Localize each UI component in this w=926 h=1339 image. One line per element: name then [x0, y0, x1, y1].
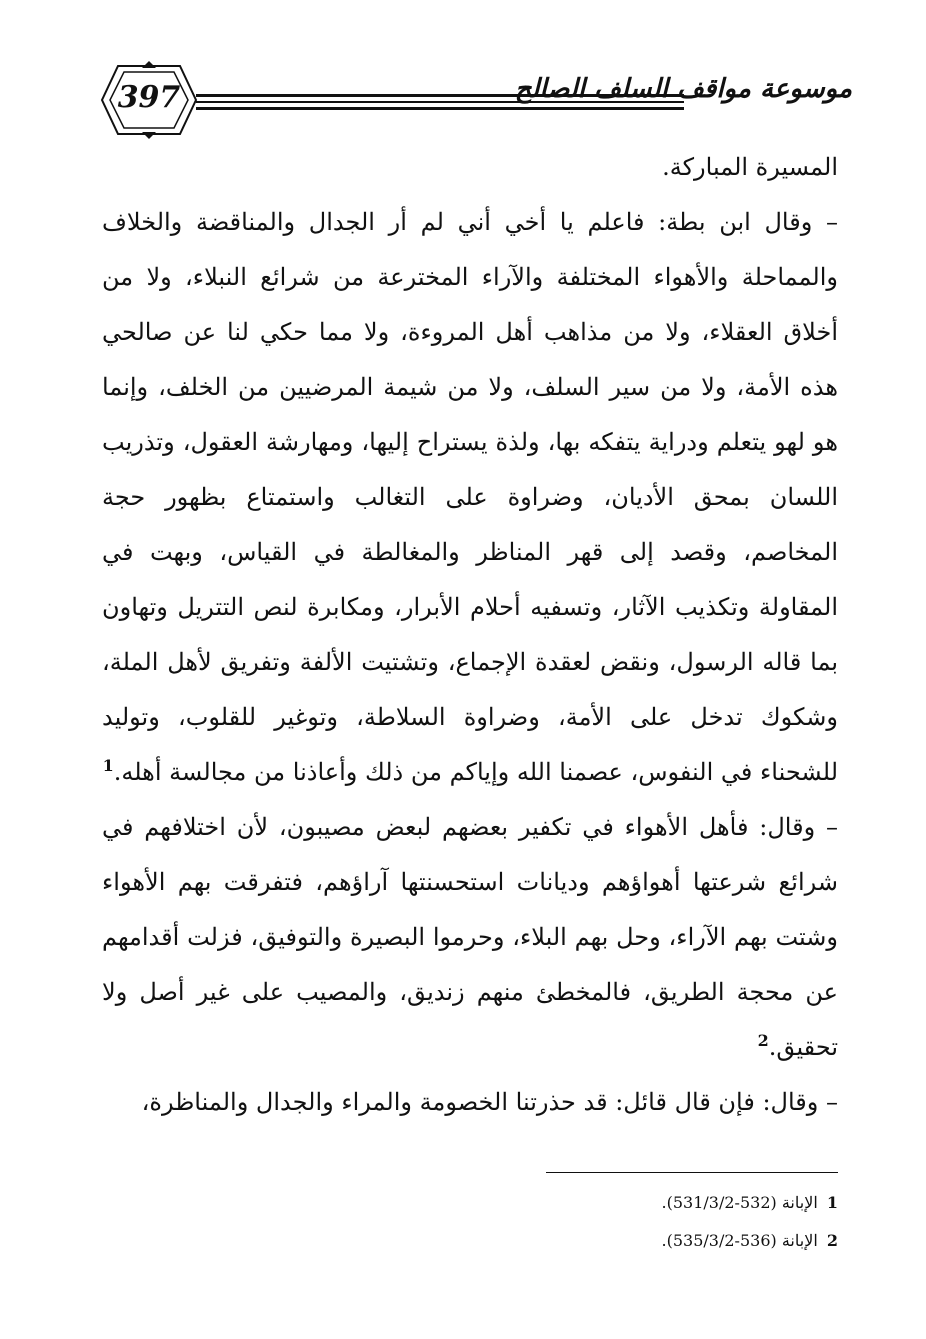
paragraph-text: المسيرة المباركة.	[662, 153, 838, 181]
footnote	[500, 1184, 838, 1222]
footnote-divider	[546, 1172, 838, 1173]
main-text	[102, 140, 838, 1130]
footnote-reference[interactable]: 1	[102, 756, 114, 775]
paragraph	[102, 195, 838, 800]
paragraph	[102, 800, 838, 1075]
footnote	[500, 1222, 838, 1260]
footnote-text: الإبانة (532-531/3/2).	[661, 1193, 818, 1212]
footnote-text: الإبانة (536-535/3/2).	[661, 1231, 818, 1250]
paragraph	[102, 140, 838, 195]
header-rule	[196, 107, 684, 110]
footnote-reference[interactable]: 2	[757, 1031, 769, 1050]
page-number-badge	[96, 60, 202, 140]
page-number: 397	[117, 80, 181, 115]
footnotes	[500, 1184, 838, 1260]
paragraph-text: – وقال: فأهل الأهواء في تكفير بعضهم لبعض مصيبون، لأن اختلافهم في شرائع شرعتها أهواؤهم وديانات استحسنتها آراؤهم، فتفرقت بهم الأهواء وشتت بهم الآراء، وحل بهم البلاء، وحرموا البصيرة والتوفيق، فزلت أقدامهم عن محجة الطريق، فالمخطئ منهم زنديق، والمصيب على غير أصل ولا تحقيق.	[102, 813, 838, 1061]
paragraph-text: – وقال ابن بطة: فاعلم يا أخي أني لم أر الجدال والمناقضة والخلاف والمماحلة والأهواء المختلفة والآراء المخترعة من شرائع النبلاء، ولا من أخلاق العقلاء، ولا من مذاهب أهل المروءة، ولا مما حكي لنا عن صالحي هذه الأمة، ولا من سير السلف، ولا من شيمة المرضيين من الخلف، وإنما هو لهو يتعلم ودراية يتفكه بها، ولذة يستراح إليها، ومهارشة العقول، وتذريب اللسان بمحق الأديان، وضراوة على التغالب واستمتاع بظهور حجة المخاصم، وقصد إلى قهر المناظر والمغالطة في القياس، وبهت في المقاولة وتكذيب الآثار، وتسفيه أحلام الأبرار، ومكابرة لنص التتريل وتهاون بما قاله الرسول، ونقض لعقدة الإجماع، وتشتيت الألفة وتفريق لأهل الملة، وشكوك تدخل على الأمة، وضراوة السلاطة، وتوغير للقلوب، وتوليد للشحناء في النفوس، عصمنا الله وإياكم من ذلك وأعاذنا من مجالسة أهله.	[102, 208, 838, 786]
paragraph	[102, 1075, 838, 1130]
paragraph-text: – وقال: فإن قال قائل: قد حذرتنا الخصومة والمراء والجدال والمناظرة،	[141, 1088, 838, 1116]
footnote-number: 2	[826, 1231, 838, 1250]
series-title: موسوعة مواقف السلف الصالح	[514, 74, 852, 104]
page-header	[96, 60, 852, 140]
footnote-number: 1	[826, 1193, 838, 1212]
